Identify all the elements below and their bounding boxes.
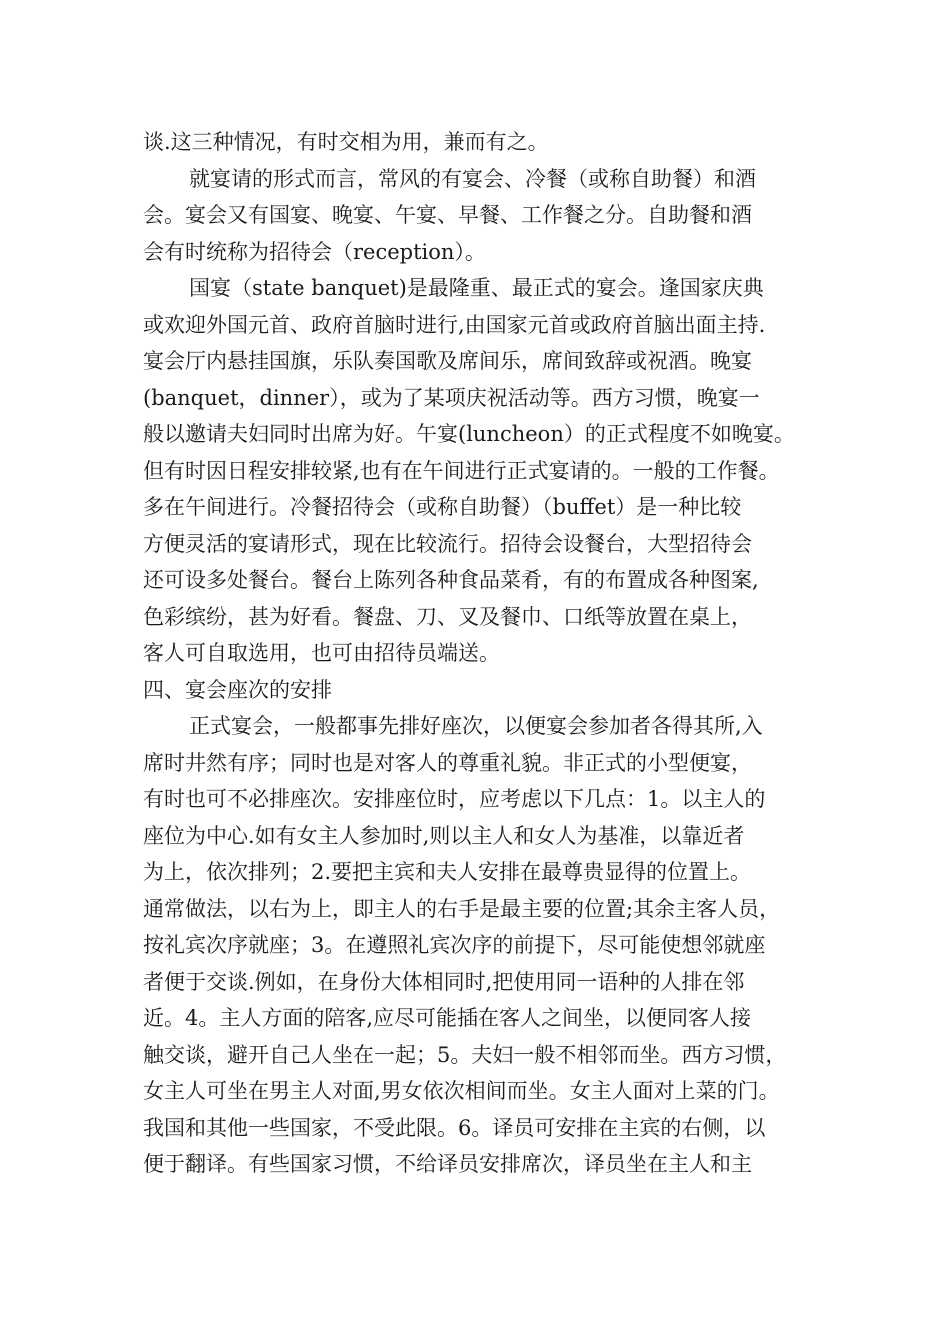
- text-line: 会。宴会又有国宴、晚宴、午宴、早餐、工作餐之分。自助餐和酒: [143, 203, 752, 227]
- text-line: 多在午间进行。冷餐招待会（或称自助餐）（buffet）是一种比较: [143, 495, 742, 519]
- text-line: 谈.这三种情况，有时交相为用，兼而有之。: [143, 130, 549, 154]
- text-line: 色彩缤纷，甚为好看。餐盘、刀、叉及餐巾、口纸等放置在桌上，: [143, 604, 752, 629]
- text-line: 国宴（state banquet)是最隆重、最正式的宴会。逢国家庆典: [189, 276, 764, 300]
- text-line: 近。4。主人方面的陪客,应尽可能插在客人之间坐，以便同客人接: [143, 1006, 752, 1030]
- text-line: 者便于交谈.例如，在身份大体相同时,把使用同一语种的人排在邻: [143, 969, 745, 994]
- document-body: [143, 124, 813, 1183]
- text-line: 还可设多处餐台。餐台上陈列各种食品菜肴，有的布置成各种图案,: [143, 568, 759, 592]
- section-heading: 四、宴会座次的安排: [143, 677, 332, 702]
- text-line: 正式宴会，一般都事先排好座次，以便宴会参加者各得其所,入: [189, 714, 763, 738]
- text-line: 通常做法，以右为上，即主人的右手是最主要的位置;其余主客人员，: [143, 896, 781, 921]
- text-line: 有时也可不必排座次。安排座位时，应考虑以下几点：1。以主人的: [143, 787, 766, 811]
- text-line: (banquet，dinner），或为了某项庆祝活动等。西方习惯，晚宴一: [143, 385, 760, 410]
- text-line: 便于翻译。有些国家习惯，不给译员安排席次，译员坐在主人和主: [143, 1152, 752, 1176]
- text-line: 但有时因日程安排较紧,也有在午间进行正式宴请的。一般的工作餐。: [143, 458, 780, 483]
- text-line: 按礼宾次序就座；3。在遵照礼宾次序的前提下，尽可能使想邻就座: [143, 933, 766, 957]
- text-line: 为上，依次排列；2.要把主宾和夫人安排在最尊贵显得的位置上。: [143, 860, 752, 884]
- text-line: 会有时统称为招待会（reception）。: [143, 239, 486, 264]
- text-line: 客人可自取选用，也可由招待员端送。: [143, 641, 500, 665]
- text-line: 女主人可坐在男主人对面,男女依次相间而坐。女主人面对上菜的门。: [143, 1079, 780, 1103]
- text-line: 或欢迎外国元首、政府首脑时进行,由国家元首或政府首脑出面主持.: [143, 312, 766, 337]
- text-line: 就宴请的形式而言，常风的有宴会、冷餐（或称自助餐）和酒: [189, 166, 756, 191]
- text-line: 触交谈，避开自己人坐在一起；5。夫妇一般不相邻而坐。西方习惯，: [143, 1042, 787, 1067]
- text-line: 座位为中心.如有女主人参加时,则以主人和女人为基准，以靠近者: [143, 823, 745, 848]
- text-line: 我国和其他一些国家，不受此限。6。译员可安排在主宾的右侧，以: [143, 1115, 766, 1140]
- text-line: 席时井然有序；同时也是对客人的尊重礼貌。非正式的小型便宴，: [143, 750, 752, 775]
- text-line: 宴会厅内悬挂国旗，乐队奏国歌及席间乐，席间致辞或祝酒。晚宴: [143, 349, 752, 373]
- text-line: 般以邀请夫妇同时出席为好。午宴(luncheon）的正式程度不如晚宴。: [143, 422, 795, 446]
- text-line: 方便灵活的宴请形式，现在比较流行。招待会设餐台，大型招待会: [143, 531, 752, 556]
